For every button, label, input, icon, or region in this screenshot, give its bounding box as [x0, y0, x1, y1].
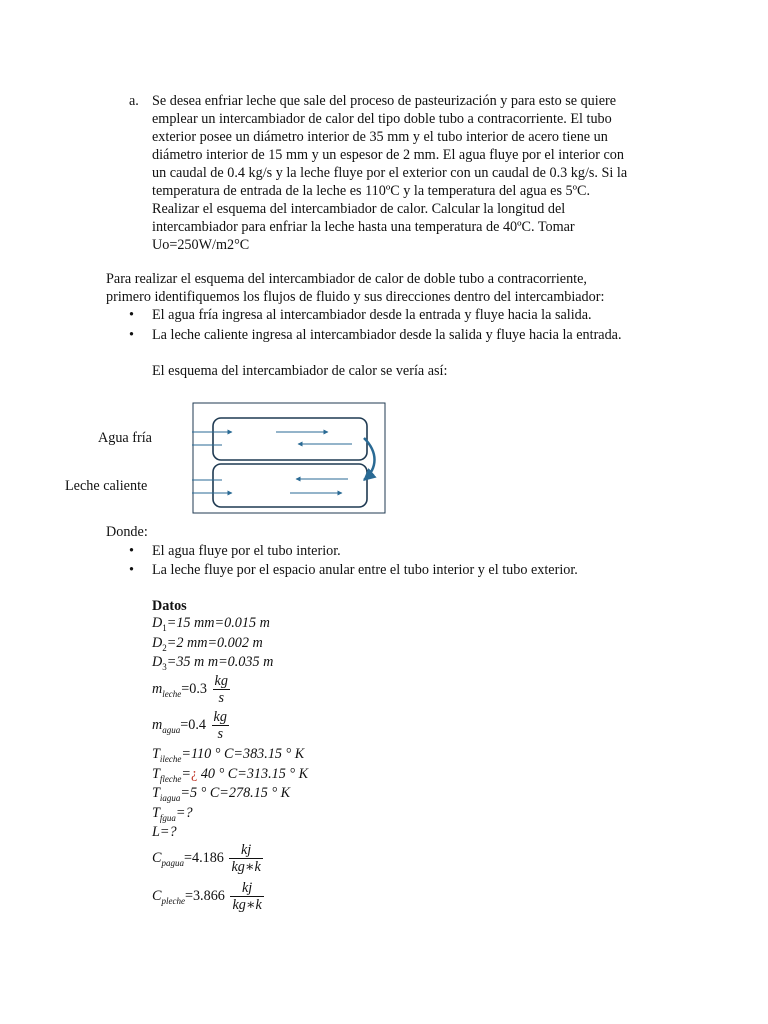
eq-t-fleche: $T_{fleche}=¿$ 40 ° C=313.15 ° K — [152, 766, 309, 784]
lower-tube — [213, 464, 367, 507]
heat-exchanger-diagram — [192, 402, 386, 514]
bullet-dot: • — [129, 543, 134, 559]
eq-t-fgua: $T_{fgua}=$? — [152, 805, 193, 823]
eq-d1: $D_1=15$ mm=0.015 m — [152, 615, 270, 633]
outer-frame — [193, 403, 385, 513]
problem-statement — [152, 92, 667, 254]
eq-l: L=? — [152, 824, 177, 840]
label-agua-fria: Agua fría — [98, 430, 152, 446]
where-title: Donde: — [106, 524, 148, 540]
problem-line: emplear un intercambiador de calor del tipo doble tubo a contracorriente. El tubo — [152, 111, 612, 127]
fraction: $\frac{kj}{kg∗k}$ — [232, 880, 262, 913]
where-bullet: El agua fluye por el tubo interior. — [152, 543, 341, 559]
list-marker: a. — [129, 93, 139, 109]
problem-line: un caudal de 0.4 kg/s y la leche fluye por el exterior con un caudal de 0.3 kg/s. Si la — [152, 165, 628, 181]
eq-d3: $D_3=35$ m m=0.035 m — [152, 654, 274, 672]
eq-cp-agua: $C_{pagua}=4.186$ $\frac{kj}{kg∗k}$ — [152, 842, 261, 875]
problem-line: intercambiador para enfriar la leche hasta una temperatura de 40ºC. Tomar — [152, 219, 575, 235]
problem-line: Uo=250W/m2°C — [152, 237, 250, 253]
problem-line: diámetro interior de 15 mm y un espesor de 2 mm. El agua fluye por el interior con — [152, 147, 624, 163]
return-bend-arrow — [364, 438, 375, 480]
problem-line: temperatura de entrada de la leche es 110ºC y la temperatura del agua es 5ºC. — [152, 183, 591, 199]
intro-line: primero identifiquemos los flujos de fluido y sus direcciones dentro del intercambiador: — [106, 289, 605, 305]
problem-line: Realizar el esquema del intercambiador de calor. Calcular la longitud del — [152, 201, 566, 217]
problem-line: Se desea enfriar leche que sale del proceso de pasteurización y para esto se quiere — [152, 93, 617, 109]
eq-cp-leche: $C_{pleche}=3.866$ $\frac{kj}{kg∗k}$ — [152, 880, 262, 913]
fraction: $\frac{kg}{s}$ — [214, 673, 228, 706]
intro-bullet: El agua fría ingresa al intercambiador desde la entrada y fluye hacia la salida. — [152, 307, 592, 323]
scheme-line: El esquema del intercambiador de calor se vería así: — [152, 363, 448, 379]
eq-m-leche: $m_{leche}=0.3$ $\frac{kg}{s}$ — [152, 673, 228, 706]
problem-line: exterior posee un diámetro interior de 35 mm y el tubo interior de acero tiene un — [152, 129, 608, 145]
bullet-dot: • — [129, 562, 134, 578]
where-bullet: La leche fluye por el espacio anular entre el tubo interior y el tubo exterior. — [152, 562, 578, 578]
upper-tube — [213, 418, 367, 460]
eq-d2: $D_2=2$ mm=0.002 m — [152, 635, 263, 653]
eq-m-agua: $m_{agua}=0.4$ $\frac{kg}{s}$ — [152, 709, 227, 742]
bullet-dot: • — [129, 307, 134, 323]
bullet-dot: • — [129, 327, 134, 343]
label-leche-caliente: Leche caliente — [65, 478, 148, 494]
intro-line: Para realizar el esquema del intercambiador de calor de doble tubo a contracorriente, — [106, 271, 587, 287]
data-title: Datos — [152, 598, 187, 614]
intro-bullet: La leche caliente ingresa al intercambiador desde la salida y fluye hacia la entrada. — [152, 327, 622, 343]
eq-t-ileche: $T_{ileche}=110$ ° C=383.15 ° K — [152, 746, 305, 764]
fraction: $\frac{kj}{kg∗k}$ — [231, 842, 261, 875]
fraction: $\frac{kg}{s}$ — [213, 709, 227, 742]
eq-t-iagua: $T_{iagua}=5$ ° C=278.15 ° K — [152, 785, 291, 803]
intro-paragraph — [106, 270, 666, 306]
